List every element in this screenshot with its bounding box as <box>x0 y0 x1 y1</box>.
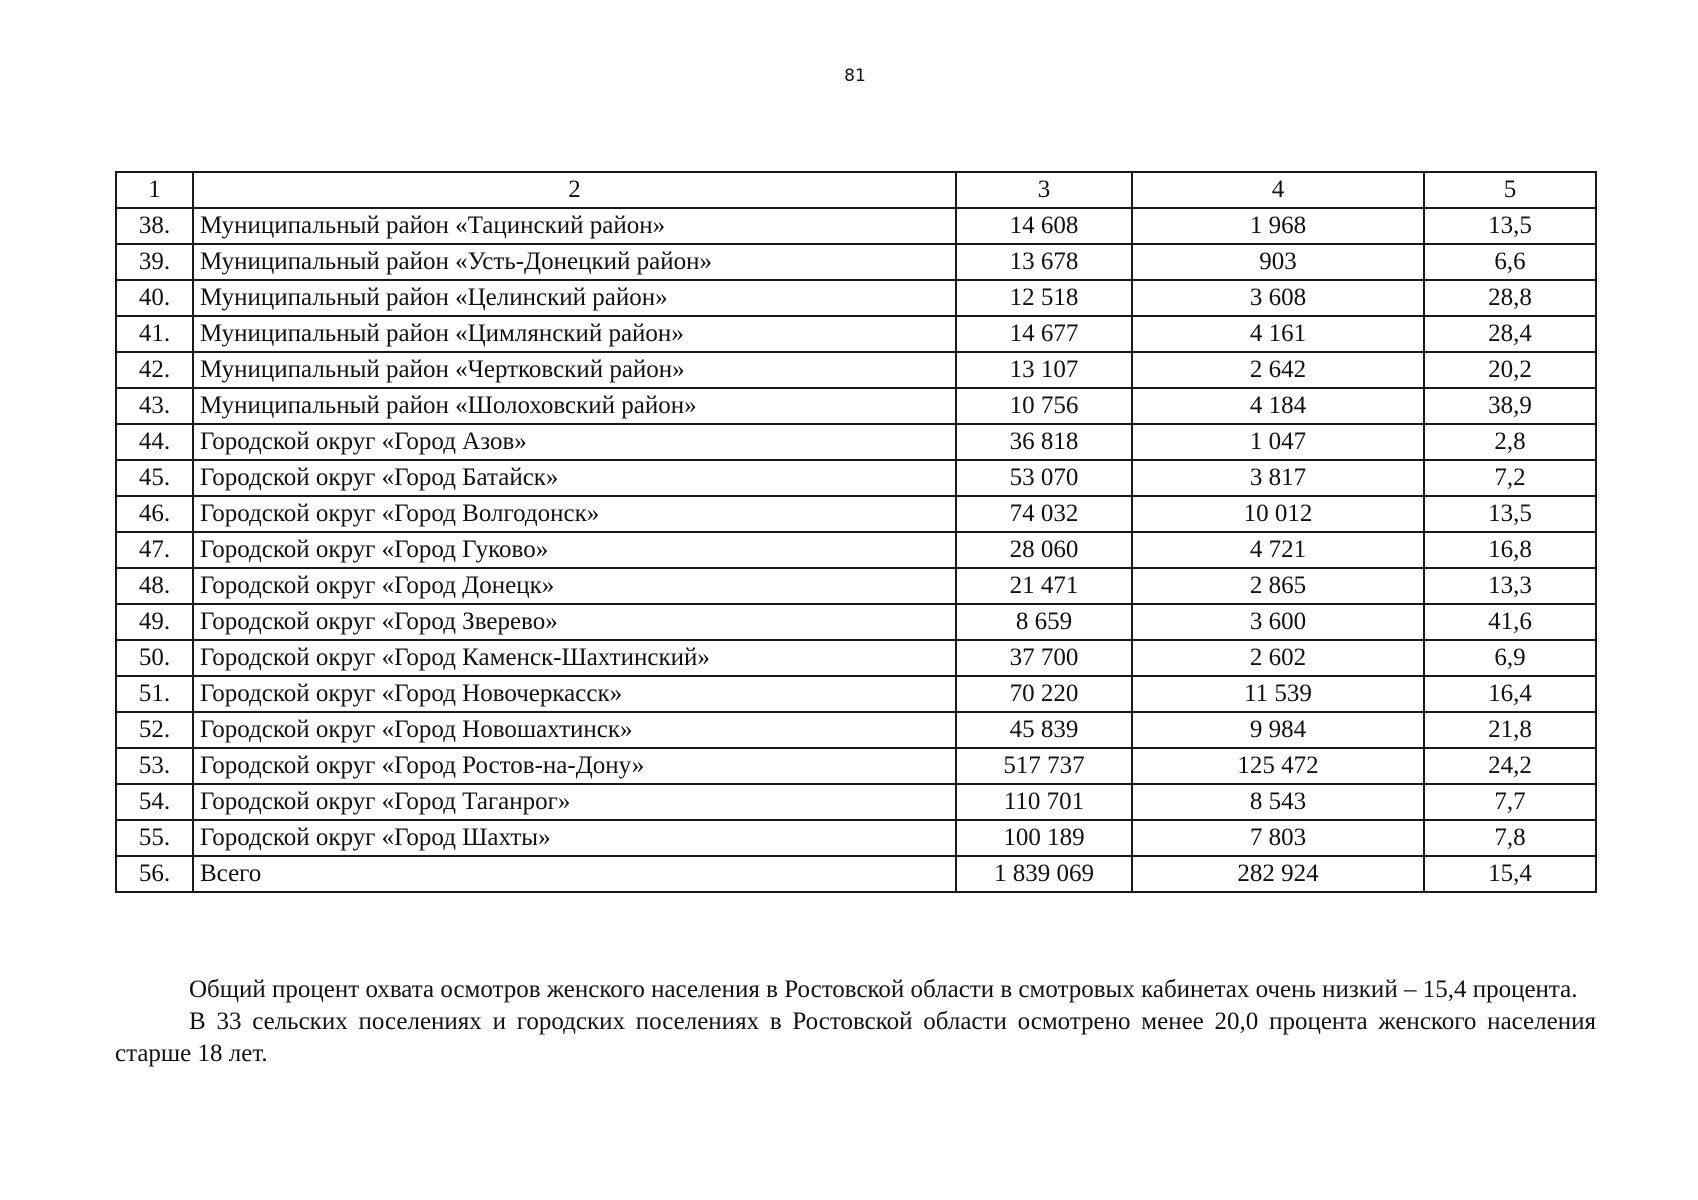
value-cell-col3: 21 471 <box>956 568 1132 604</box>
value-cell-col5: 28,8 <box>1424 280 1596 316</box>
table-header-row <box>116 172 1596 208</box>
table-row <box>116 748 1596 784</box>
table-row <box>116 424 1596 460</box>
value-cell-col4: 282 924 <box>1132 856 1424 892</box>
table-row <box>116 244 1596 280</box>
value-cell-col3: 14 677 <box>956 316 1132 352</box>
row-number-cell: 38. <box>116 208 193 244</box>
region-name-cell: Муниципальный район «Тацинский район» <box>193 208 956 244</box>
value-cell-col5: 7,8 <box>1424 820 1596 856</box>
value-cell-col4: 8 543 <box>1132 784 1424 820</box>
value-cell-col4: 4 721 <box>1132 532 1424 568</box>
value-cell-col5: 28,4 <box>1424 316 1596 352</box>
value-cell-col4: 1 968 <box>1132 208 1424 244</box>
value-cell-col3: 14 608 <box>956 208 1132 244</box>
value-cell-col5: 2,8 <box>1424 424 1596 460</box>
paragraph: Общий процент охвата осмотров женского населения в Ростовской области в смотровых кабинетах очень низкий – 15,4 процента. <box>189 976 1578 1003</box>
value-cell-col3: 517 737 <box>956 748 1132 784</box>
table-row <box>116 208 1596 244</box>
region-name-cell: Городской округ «Город Таганрог» <box>193 784 956 820</box>
value-cell-col5: 7,7 <box>1424 784 1596 820</box>
value-cell-col4: 10 012 <box>1132 496 1424 532</box>
row-number-cell: 39. <box>116 244 193 280</box>
row-number-cell: 51. <box>116 676 193 712</box>
value-cell-col3: 110 701 <box>956 784 1132 820</box>
row-number-cell: 40. <box>116 280 193 316</box>
region-name-cell: Муниципальный район «Шолоховский район» <box>193 388 956 424</box>
value-cell-col5: 20,2 <box>1424 352 1596 388</box>
value-cell-col5: 6,6 <box>1424 244 1596 280</box>
value-cell-col5: 24,2 <box>1424 748 1596 784</box>
region-name-cell: Муниципальный район «Целинский район» <box>193 280 956 316</box>
value-cell-col5: 16,8 <box>1424 532 1596 568</box>
row-number-cell: 43. <box>116 388 193 424</box>
column-header: 1 <box>116 172 193 208</box>
value-cell-col4: 9 984 <box>1132 712 1424 748</box>
region-name-cell: Городской округ «Город Новочеркасск» <box>193 676 956 712</box>
table-row <box>116 856 1596 892</box>
value-cell-col3: 100 189 <box>956 820 1132 856</box>
value-cell-col5: 38,9 <box>1424 388 1596 424</box>
row-number-cell: 52. <box>116 712 193 748</box>
row-number-cell: 50. <box>116 640 193 676</box>
row-number-cell: 45. <box>116 460 193 496</box>
body-text <box>115 974 1596 1070</box>
region-name-cell: Городской округ «Город Каменск-Шахтинский» <box>193 640 956 676</box>
row-number-cell: 46. <box>116 496 193 532</box>
value-cell-col5: 16,4 <box>1424 676 1596 712</box>
value-cell-col5: 6,9 <box>1424 640 1596 676</box>
region-name-cell: Городской округ «Город Батайск» <box>193 460 956 496</box>
region-name-cell: Муниципальный район «Чертковский район» <box>193 352 956 388</box>
table-row <box>116 532 1596 568</box>
value-cell-col3: 1 839 069 <box>956 856 1132 892</box>
row-number-cell: 53. <box>116 748 193 784</box>
table-row <box>116 568 1596 604</box>
value-cell-col5: 13,5 <box>1424 496 1596 532</box>
row-number-cell: 55. <box>116 820 193 856</box>
value-cell-col5: 21,8 <box>1424 712 1596 748</box>
value-cell-col3: 74 032 <box>956 496 1132 532</box>
paragraph: В 33 сельских поселениях и городских поселениях в Ростовской области осмотрено менее 20,0 процента женского населения старше 18 лет. <box>115 1008 1596 1067</box>
value-cell-col3: 70 220 <box>956 676 1132 712</box>
value-cell-col5: 13,3 <box>1424 568 1596 604</box>
value-cell-col3: 53 070 <box>956 460 1132 496</box>
value-cell-col3: 36 818 <box>956 424 1132 460</box>
table-row <box>116 676 1596 712</box>
row-number-cell: 49. <box>116 604 193 640</box>
value-cell-col4: 3 600 <box>1132 604 1424 640</box>
value-cell-col5: 15,4 <box>1424 856 1596 892</box>
table-row <box>116 460 1596 496</box>
table-row <box>116 388 1596 424</box>
row-number-cell: 42. <box>116 352 193 388</box>
value-cell-col4: 4 161 <box>1132 316 1424 352</box>
page-number: 81 <box>844 66 866 86</box>
value-cell-col5: 7,2 <box>1424 460 1596 496</box>
table-row <box>116 604 1596 640</box>
region-name-cell: Городской округ «Город Азов» <box>193 424 956 460</box>
value-cell-col3: 37 700 <box>956 640 1132 676</box>
value-cell-col4: 2 865 <box>1132 568 1424 604</box>
table-row <box>116 280 1596 316</box>
region-name-cell: Городской округ «Город Ростов-на-Дону» <box>193 748 956 784</box>
value-cell-col5: 41,6 <box>1424 604 1596 640</box>
value-cell-col3: 28 060 <box>956 532 1132 568</box>
region-name-cell: Городской округ «Город Новошахтинск» <box>193 712 956 748</box>
table-row <box>116 784 1596 820</box>
region-name-cell: Городской округ «Город Донецк» <box>193 568 956 604</box>
value-cell-col4: 125 472 <box>1132 748 1424 784</box>
row-number-cell: 47. <box>116 532 193 568</box>
column-header: 3 <box>956 172 1132 208</box>
region-name-cell: Муниципальный район «Цимлянский район» <box>193 316 956 352</box>
value-cell-col3: 12 518 <box>956 280 1132 316</box>
region-name-cell: Городской округ «Город Зверево» <box>193 604 956 640</box>
region-name-cell: Городской округ «Город Гуково» <box>193 532 956 568</box>
value-cell-col4: 3 608 <box>1132 280 1424 316</box>
row-number-cell: 48. <box>116 568 193 604</box>
row-number-cell: 56. <box>116 856 193 892</box>
column-header: 4 <box>1132 172 1424 208</box>
value-cell-col4: 4 184 <box>1132 388 1424 424</box>
value-cell-col4: 2 602 <box>1132 640 1424 676</box>
table-row <box>116 820 1596 856</box>
row-number-cell: 44. <box>116 424 193 460</box>
value-cell-col4: 1 047 <box>1132 424 1424 460</box>
table-row <box>116 640 1596 676</box>
value-cell-col3: 13 107 <box>956 352 1132 388</box>
value-cell-col4: 2 642 <box>1132 352 1424 388</box>
region-name-cell: Городской округ «Город Волгодонск» <box>193 496 956 532</box>
column-header: 5 <box>1424 172 1596 208</box>
table-row <box>116 712 1596 748</box>
value-cell-col3: 10 756 <box>956 388 1132 424</box>
value-cell-col5: 13,5 <box>1424 208 1596 244</box>
value-cell-col4: 3 817 <box>1132 460 1424 496</box>
value-cell-col4: 11 539 <box>1132 676 1424 712</box>
value-cell-col3: 45 839 <box>956 712 1132 748</box>
data-table <box>115 171 1597 893</box>
region-name-cell: Городской округ «Город Шахты» <box>193 820 956 856</box>
row-number-cell: 41. <box>116 316 193 352</box>
table-row <box>116 316 1596 352</box>
value-cell-col3: 8 659 <box>956 604 1132 640</box>
value-cell-col4: 903 <box>1132 244 1424 280</box>
value-cell-col3: 13 678 <box>956 244 1132 280</box>
table-row <box>116 352 1596 388</box>
region-name-cell: Всего <box>193 856 956 892</box>
value-cell-col4: 7 803 <box>1132 820 1424 856</box>
column-header: 2 <box>193 172 956 208</box>
row-number-cell: 54. <box>116 784 193 820</box>
table-row <box>116 496 1596 532</box>
region-name-cell: Муниципальный район «Усть-Донецкий район» <box>193 244 956 280</box>
